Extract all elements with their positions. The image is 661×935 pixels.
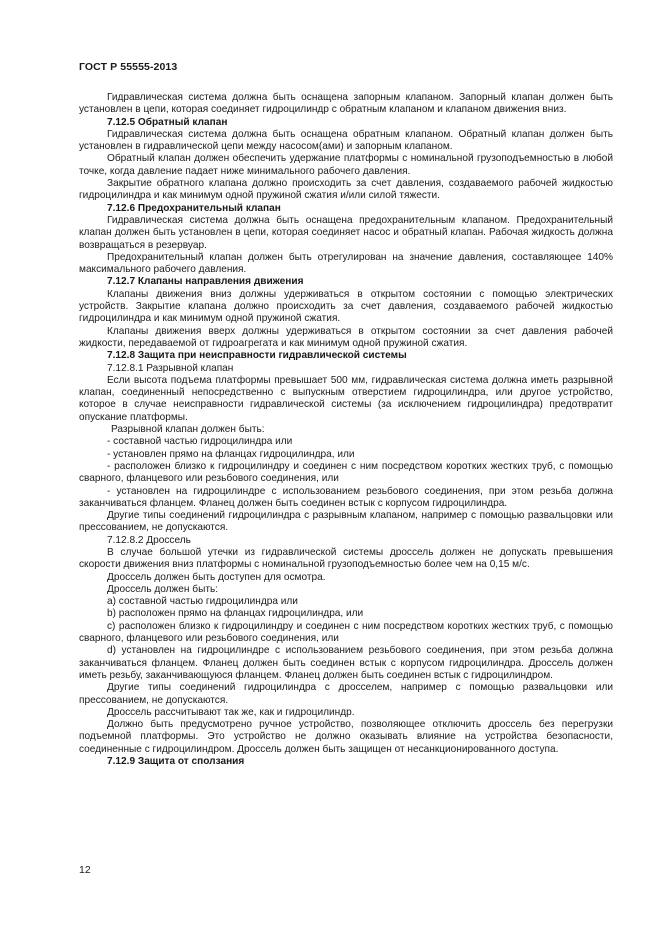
paragraph: В случае большой утечки из гидравлической системы дроссель должен не допускать превышения скорости движения вниз платформы с номинальной грузоподъемностью более чем на 0,15 м/с. [79,546,613,571]
list-item: - расположен близко к гидроцилиндру и соединен с ним посредством коротких жестких труб, с помощью сварного, фланцевого или резьбового соединения, или [79,460,613,485]
paragraph: Обратный клапан должен обеспечить удержание платформы с номинальной грузоподъемностью в любой точке, когда давление падает ниже минимального рабочего давления. [79,153,613,177]
list-item: - составной частью гидроцилиндра или [107,436,293,448]
paragraph: а) составной частью гидроцилиндра или [107,596,298,608]
paragraph: Гидравлическая система должна быть оснащена обратным клапаном. Обратный клапан должен быть установлен в гидравлической цепи между насосом(ами) и запорным клапаном. [79,128,613,153]
paragraph: Другие типы соединений гидроцилиндра с разрывным клапаном, например с помощью развальцовки или прессованием, не допускаются. [79,510,613,534]
section-heading: 7.12.5 Обратный клапан [107,116,228,128]
paragraph: d) установлен на гидроцилиндре с использованием резьбового соединения, при этом резьба должна заканчиваться фланцем. Фланец должен быть соединен встык с корпусом гидроцилиндра. Дроссель должен иметь резьбу, заканчивающуюся фланцем. Фланец должен быть соединен встык с гидроцилиндром. [79,645,613,681]
paragraph: Гидравлическая система должна быть оснащена запорным клапаном. Запорный клапан должен быть установлен в цепи, которая соединяет гидроцилиндр с обратным клапаном и клапаном движения вниз. [79,92,613,116]
paragraph: Разрывной клапан должен быть: [111,424,265,436]
paragraph: Если высота подъема платформы превышает 500 мм, гидравлическая система должна иметь разрывной клапан, соединенный непосредственно с выпускным отверстием гидроцилиндра, или другое устройство, которое в случае неисправности гидравлической системы (за исключением гидроцилиндра) предотвратит опускание платформы. [79,374,613,423]
paragraph: Дроссель рассчитывают так же, как и гидроцилиндр. [107,706,355,718]
paragraph: Предохранительный клапан должен быть отрегулирован на значение давления, составляющее 140% максимального рабочего давления. [79,251,613,276]
paragraph: 7.12.8.1 Разрывной клапан [107,362,234,374]
paragraph: Другие типы соединений гидроцилиндра с дросселем, например с помощью развальцовки или прессованием, не допускаются. [79,682,613,706]
list-item: - установлен на гидроцилиндре с использованием резьбового соединения, при этом резьба должна заканчиваться фланцем. Фланец должен быть соединен встык с корпусом гидроцилиндра. [79,485,613,509]
paragraph: 7.12.8.2 Дроссель [107,534,191,546]
section-heading: 7.12.6 Предохранительный клапан [107,202,281,214]
paragraph: Клапаны движения вниз должны удерживаться в открытом состоянии с помощью электрических устройств. Закрытие клапана должно происходить за счет давления, создаваемого рабочей жидкостью гидроцилиндра и как минимум одной пружиной сжатия. [79,288,613,325]
paragraph: Должно быть предусмотрено ручное устройство, позволяющее отключить дроссель без перегрузки подъемной платформы. Это устройство не должно оказывать влияние на устройства безопасности, соединенные с гидроцилиндром. Дроссель должен быть защищен от несанкционированного доступа. [79,719,613,755]
paragraph: Дроссель должен быть: [107,583,219,595]
paragraph: Дроссель должен быть доступен для осмотра. [107,571,326,583]
paragraph: c) расположен близко к гидроцилиндру и соединен с ним посредством коротких жестких труб, с помощью сварного, фланцевого или резьбового соединения, или [79,620,613,645]
list-item: - установлен прямо на фланцах гидроцилиндра, или [107,448,355,460]
section-heading: 7.12.8 Защита при неисправности гидравлической системы [107,350,407,362]
paragraph: Гидравлическая система должна быть оснащена предохранительным клапаном. Предохранительный клапан должен быть установлен в цепи, которая соединяет насос и обратный клапан. Рабочая жидкость должна возвращаться в резервуар. [79,214,613,251]
page-header: ГОСТ Р 55555-2013 [79,61,178,73]
paragraph: Закрытие обратного клапана должно происходить за счет давления, создаваемого рабочей жидкостью гидроцилиндра и как минимум одной пружиной сжатия и/или силой тяжести. [79,178,613,202]
paragraph: Клапаны движения вверх должны удерживаться в открытом состоянии за счет давления рабочей жидкости, передаваемой от гидроагрегата и как минимум одной пружиной сжатия. [79,325,613,349]
section-heading: 7.12.7 Клапаны направления движения [107,276,304,288]
paragraph: b) расположен прямо на фланцах гидроцилиндра, или [107,608,364,620]
page-number: 12 [79,864,91,876]
document-body [79,92,613,768]
section-heading: 7.12.9 Защита от сползания [107,756,245,768]
